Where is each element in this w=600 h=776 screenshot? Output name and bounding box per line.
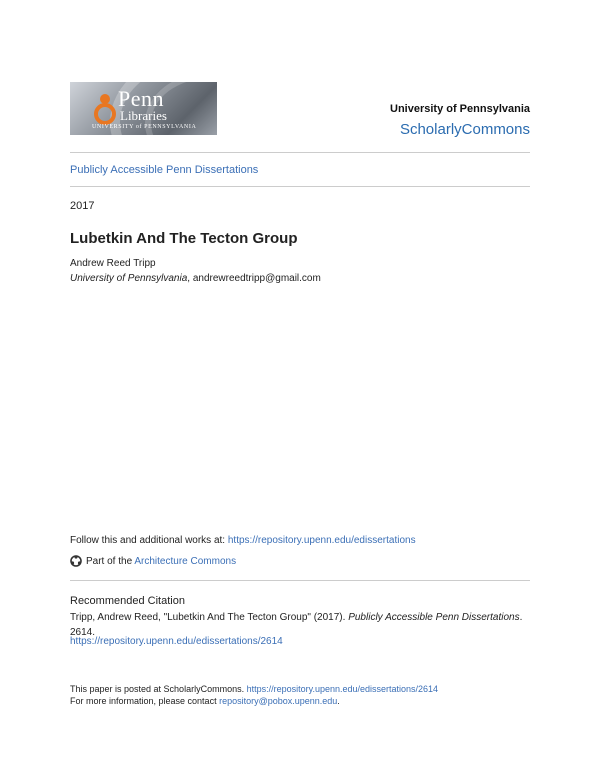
footer-url-link[interactable]: https://repository.upenn.edu/edissertations/2614: [246, 684, 439, 694]
divider: [70, 580, 530, 581]
footer-contact-line: [70, 696, 340, 706]
affiliation-email: andrewreedtripp@gmail.com: [192, 273, 321, 284]
network-commons-icon: [70, 555, 82, 567]
contact-email-link[interactable]: repository@pobox.upenn.edu: [219, 696, 338, 706]
penn-libraries-logo[interactable]: [70, 82, 217, 135]
author-affiliation: University of Pennsylvania, andrewreedtripp@gmail.com: [70, 273, 321, 284]
divider: [70, 186, 530, 187]
logo-penn-text: Penn: [118, 86, 164, 111]
author-name: Andrew Reed Tripp: [70, 258, 156, 269]
partof-prefix: Part of the: [86, 555, 135, 567]
logo-tagline: UNIVERSITY of PENNSYLVANIA: [92, 124, 197, 130]
citation-end: . 2614.: [70, 612, 523, 638]
architecture-commons-link[interactable]: Architecture Commons: [134, 555, 237, 567]
citation-series: Publicly Accessible Penn Dissertations: [348, 612, 520, 623]
part-of-line: [70, 555, 236, 567]
edissertations-link[interactable]: https://repository.upenn.edu/edissertations: [227, 535, 416, 546]
footer-contact-end: .: [337, 696, 340, 706]
document-title: Lubetkin And The Tecton Group: [70, 230, 298, 247]
series-link[interactable]: Publicly Accessible Penn Dissertations: [70, 164, 259, 176]
footer-posted-line: [70, 684, 438, 694]
scholarlycommons-link[interactable]: ScholarlyCommons: [399, 121, 530, 138]
footer-posted-prefix: This paper is posted at ScholarlyCommons.: [70, 684, 247, 694]
citation-heading: Recommended Citation: [70, 595, 185, 607]
penn-mark-icon: [94, 90, 116, 126]
logo-libraries-text: Libraries: [120, 108, 167, 123]
footer-contact-prefix: For more information, please contact: [70, 696, 220, 706]
publication-year: 2017: [70, 200, 95, 212]
citation-url-link[interactable]: https://repository.upenn.edu/edissertations/2614: [70, 636, 283, 647]
university-name: University of Pennsylvania: [390, 103, 530, 115]
follow-prefix: Follow this and additional works at:: [70, 535, 228, 546]
citation-plain: Tripp, Andrew Reed, "Lubetkin And The Tecton Group" (2017).: [70, 612, 349, 623]
affiliation-institution: University of Pennsylvania: [70, 273, 188, 284]
follow-line: [70, 535, 416, 546]
divider: [70, 152, 530, 153]
